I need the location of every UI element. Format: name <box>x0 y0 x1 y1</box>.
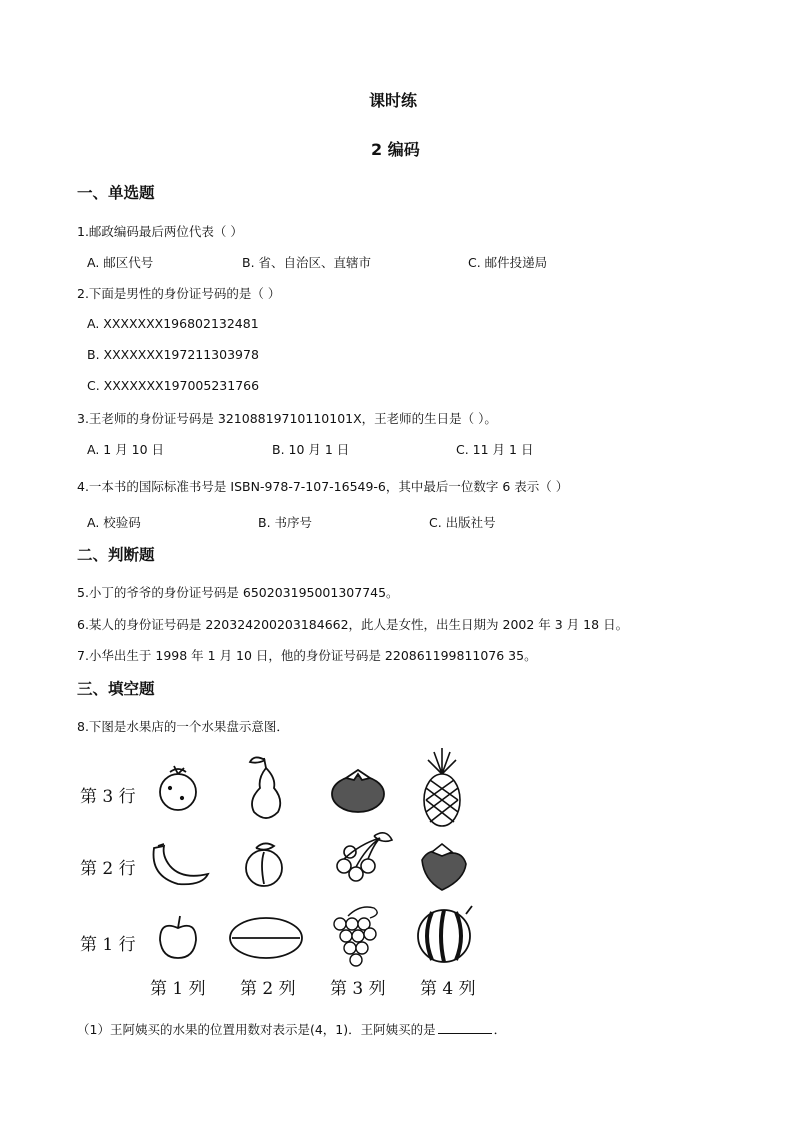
row-label-2: 第 2 行 <box>80 859 136 879</box>
question-5-text: 5.小丁的爷爷的身份证号码是 650203195001307745。 <box>77 585 399 600</box>
question-8-text: 8.下图是水果店的一个水果盘示意图． <box>77 719 289 734</box>
pineapple-icon <box>424 748 460 826</box>
column-label-3: 第 3 列 <box>330 979 386 999</box>
question-7-text: 7.小华出生于 1998 年 1 月 10 日，他的身份证号码是 220861199811076 35。 <box>77 648 537 663</box>
orange-icon <box>160 766 196 810</box>
question-4-option-c[interactable]: C. 出版社号 <box>429 515 496 530</box>
fruit-plate-figure <box>70 748 490 1008</box>
strawberry-icon <box>422 844 466 890</box>
question-3-option-c[interactable]: C. 11 月 1 日 <box>456 442 534 457</box>
question-2-option-c[interactable]: C. XXXXXXX197005231766 <box>87 378 260 393</box>
question-3-option-a[interactable]: A. 1 月 10 日 <box>87 442 165 457</box>
question-4-option-a[interactable]: A. 校验码 <box>87 515 141 530</box>
tomato-icon <box>332 770 384 812</box>
cherry-icon <box>337 833 392 881</box>
question-2-option-a[interactable]: A. XXXXXXX196802132481 <box>87 316 259 331</box>
peach-icon <box>246 843 282 886</box>
page-subtitle: 2 编码 <box>371 140 420 159</box>
question-1-option-b[interactable]: B. 省、自治区、直辖市 <box>242 255 372 270</box>
grape-icon <box>334 907 377 966</box>
row-label-1: 第 1 行 <box>80 935 136 955</box>
question-2-option-b[interactable]: B. XXXXXXX197211303978 <box>87 347 259 362</box>
section-heading-true-false: 二、判断题 <box>77 546 155 564</box>
section-heading-fill-blank: 三、填空题 <box>77 680 155 698</box>
answer-blank[interactable] <box>438 1021 492 1034</box>
banana-icon <box>154 844 209 884</box>
question-6-text: 6.某人的身份证号码是 220324200203184662，此人是女性，出生日期为 2002 年 3 月 18 日。 <box>77 617 629 632</box>
question-4-option-b[interactable]: B. 书序号 <box>258 515 313 530</box>
question-8-sub-1 <box>77 1020 506 1038</box>
question-1-option-c[interactable]: C. 邮件投递局 <box>468 255 548 270</box>
melon-icon <box>230 918 302 958</box>
question-8-sub-1-text: （1）王阿姨买的水果的位置用数对表示是(4，1)．王阿姨买的是 <box>77 1022 436 1037</box>
question-3-text: 3.王老师的身份证号码是 32108819710110101X，王老师的生日是（ ）。 <box>77 411 497 426</box>
pear-icon <box>250 757 280 818</box>
section-heading-single-choice: 一、单选题 <box>77 184 155 202</box>
page-title: 课时练 <box>369 91 418 110</box>
question-4-text: 4.一本书的国际标准书号是 ISBN-978-7-107-16549-6，其中最后一位数字 6 表示（ ） <box>77 479 569 494</box>
column-label-2: 第 2 列 <box>240 979 296 999</box>
row-label-3: 第 3 行 <box>80 787 136 807</box>
column-label-1: 第 1 列 <box>150 979 206 999</box>
watermelon-icon <box>418 906 472 962</box>
question-3-option-b[interactable]: B. 10 月 1 日 <box>272 442 350 457</box>
apple-icon <box>160 916 196 958</box>
question-1-option-a[interactable]: A. 邮区代号 <box>87 255 154 270</box>
question-1-text: 1.邮政编码最后两位代表（ ） <box>77 224 243 239</box>
column-label-4: 第 4 列 <box>420 979 476 999</box>
question-8-sub-1-end: ． <box>493 1022 507 1037</box>
question-2-text: 2.下面是男性的身份证号码的是（ ） <box>77 286 281 301</box>
